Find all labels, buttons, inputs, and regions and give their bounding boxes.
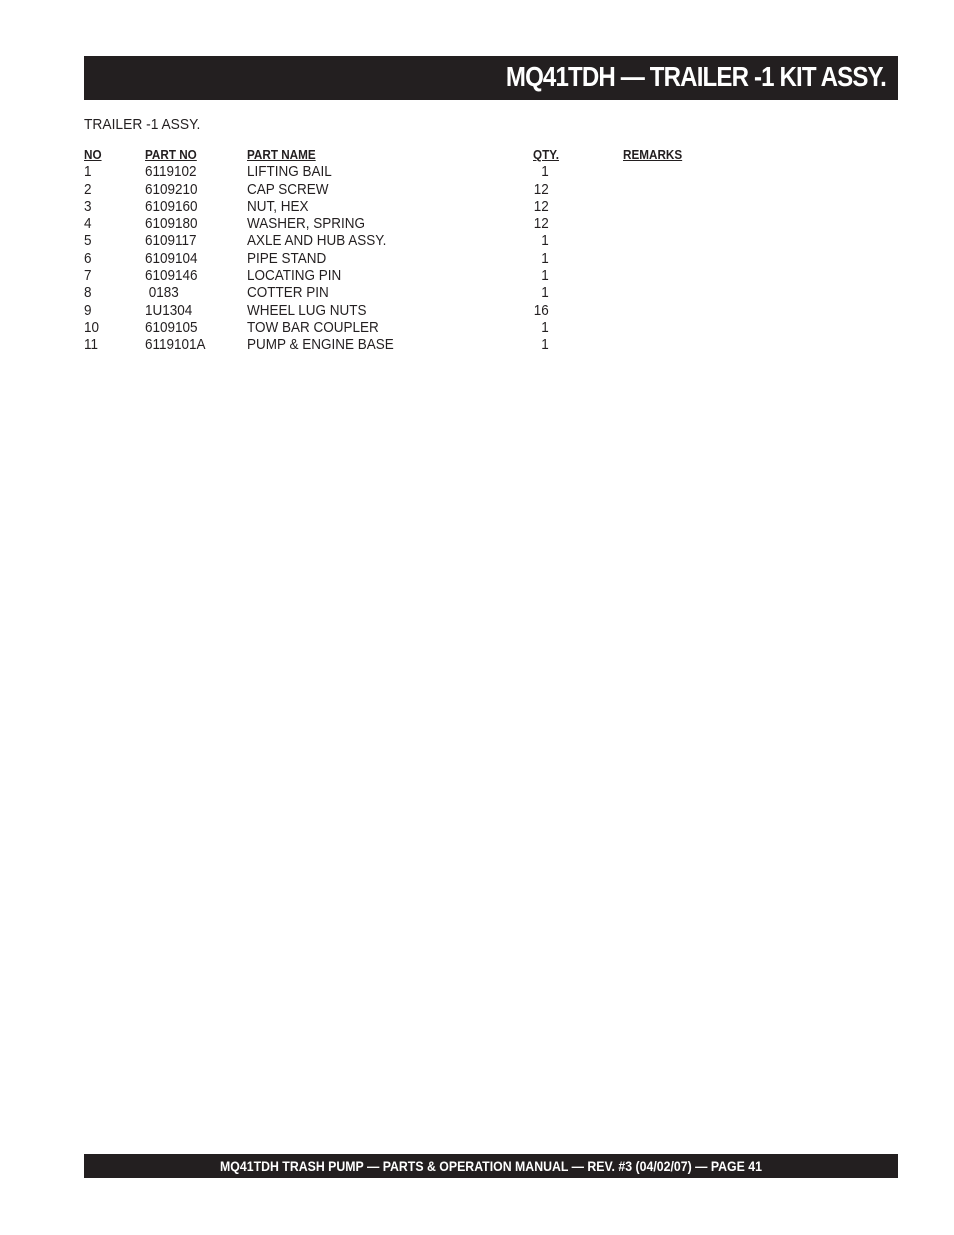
row-no: 4 xyxy=(84,215,92,233)
table-row xyxy=(84,250,724,267)
row-part-no: 6109210 xyxy=(145,180,198,198)
row-no: 6 xyxy=(84,249,92,267)
table-row xyxy=(84,302,724,319)
table-row xyxy=(84,267,724,284)
table-row xyxy=(84,336,724,353)
row-part-name: NUT, HEX xyxy=(247,197,309,215)
row-no: 3 xyxy=(84,197,92,215)
column-header-remarks: REMARKS xyxy=(623,147,683,162)
column-header-no: NO xyxy=(84,147,102,162)
row-part-no: 6109180 xyxy=(145,215,198,233)
row-part-no: 6109160 xyxy=(145,197,198,215)
row-qty: 1 xyxy=(541,249,549,267)
row-part-no: 6109105 xyxy=(145,318,198,336)
row-qty: 1 xyxy=(541,318,549,336)
table-header-row xyxy=(84,146,724,163)
table-row xyxy=(84,163,724,180)
row-no: 1 xyxy=(84,163,92,181)
row-no: 9 xyxy=(84,301,92,319)
page-footer-bar xyxy=(84,1154,898,1178)
row-qty: 1 xyxy=(541,232,549,250)
row-part-name: WHEEL LUG NUTS xyxy=(247,301,367,319)
row-part-name: COTTER PIN xyxy=(247,284,329,302)
column-header-part-no: PART NO xyxy=(145,147,197,162)
row-part-no: 6119101A xyxy=(145,336,206,354)
row-qty: 12 xyxy=(533,180,549,198)
row-no: 7 xyxy=(84,267,92,285)
row-no: 5 xyxy=(84,232,92,250)
row-part-name: PIPE STAND xyxy=(247,249,327,267)
row-part-no: 6109146 xyxy=(145,267,198,285)
row-part-name: PUMP & ENGINE BASE xyxy=(247,336,394,354)
row-qty: 16 xyxy=(533,301,549,319)
row-no: 11 xyxy=(84,336,99,354)
row-part-no: 0183 xyxy=(145,284,179,302)
row-part-no: 6109104 xyxy=(145,249,198,267)
column-header-part-name: PART NAME xyxy=(247,147,316,162)
row-qty: 12 xyxy=(533,197,549,215)
row-qty: 1 xyxy=(541,336,549,354)
column-header-qty: QTY. xyxy=(533,147,560,162)
row-part-name: LIFTING BAIL xyxy=(247,163,332,181)
page-title: MQ41TDH — TRAILER -1 KIT ASSY. xyxy=(505,61,886,92)
row-qty: 1 xyxy=(541,284,549,302)
row-part-no: 1U1304 xyxy=(145,301,193,319)
row-part-no: 6109117 xyxy=(145,232,197,250)
row-part-name: TOW BAR COUPLER xyxy=(247,318,379,336)
row-part-name: CAP SCREW xyxy=(247,180,329,198)
row-no: 2 xyxy=(84,180,92,198)
row-qty: 1 xyxy=(541,267,549,285)
row-no: 8 xyxy=(84,284,92,302)
page-title-bar xyxy=(84,56,898,100)
table-row xyxy=(84,319,724,336)
row-part-no: 6119102 xyxy=(145,163,197,181)
section-label: TRAILER -1 ASSY. xyxy=(84,116,201,133)
table-row xyxy=(84,284,724,301)
table-row xyxy=(84,181,724,198)
row-no: 10 xyxy=(84,318,100,336)
parts-table xyxy=(84,146,724,354)
row-part-name: AXLE AND HUB ASSY. xyxy=(247,232,387,250)
table-row xyxy=(84,215,724,232)
row-qty: 12 xyxy=(533,215,549,233)
page-footer: MQ41TDH TRASH PUMP — PARTS & OPERATION MANUAL — REV. #3 (04/02/07) — PAGE 41 xyxy=(220,1158,762,1174)
row-part-name: LOCATING PIN xyxy=(247,267,342,285)
table-row xyxy=(84,198,724,215)
row-qty: 1 xyxy=(541,163,549,181)
table-row xyxy=(84,232,724,249)
row-part-name: WASHER, SPRING xyxy=(247,215,366,233)
